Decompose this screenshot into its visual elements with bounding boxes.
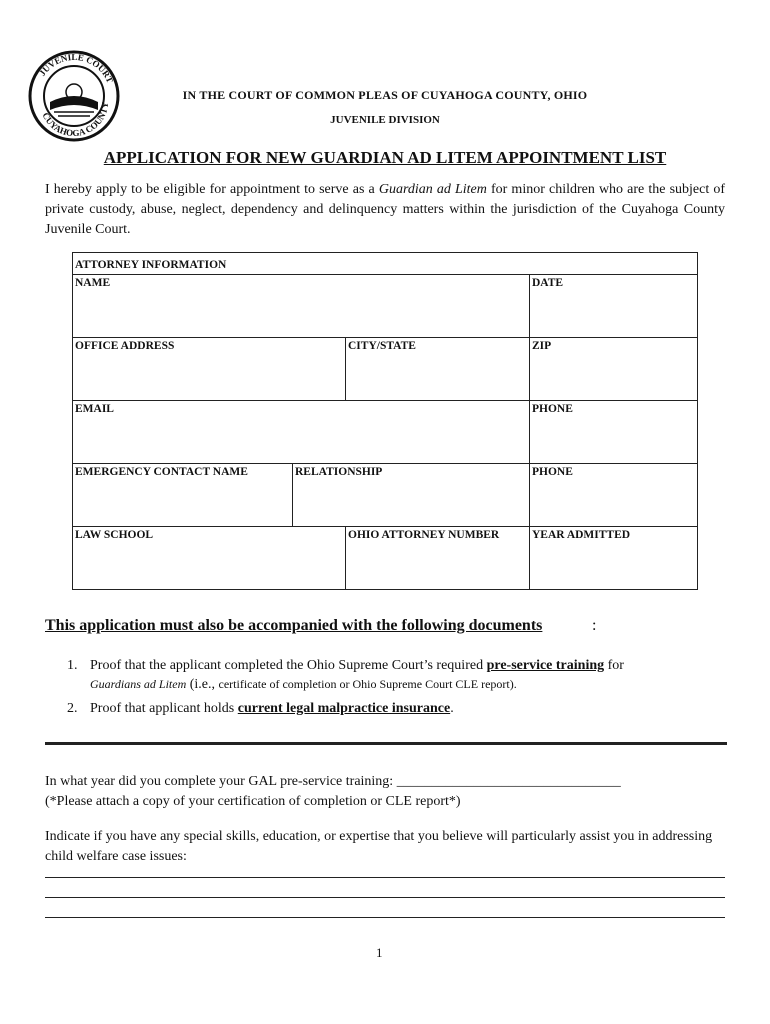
email-label: EMAIL: [75, 403, 114, 415]
city-state-label: CITY/STATE: [348, 340, 416, 352]
office-address-field[interactable]: [72, 337, 345, 400]
item-1-text: Proof that the applicant completed the Ohio Supreme Court’s required: [90, 658, 487, 673]
documents-heading-colon: :: [592, 617, 597, 634]
law-school-field[interactable]: [72, 526, 345, 590]
item-1-ie: (i.e.,: [186, 677, 219, 692]
document-item-2-number: 2.: [67, 701, 78, 716]
section-divider: [45, 742, 727, 745]
zip-field[interactable]: [529, 337, 698, 400]
item-2-text-end: .: [450, 701, 454, 716]
svg-text:CUYAHOGA COUNTY: CUYAHOGA COUNTY: [40, 101, 111, 139]
emergency-contact-field[interactable]: [72, 463, 292, 526]
emergency-contact-label: EMERGENCY CONTACT NAME: [75, 466, 248, 478]
relationship-label: RELATIONSHIP: [295, 466, 383, 478]
training-year-question[interactable]: In what year did you complete your GAL pre-service training: ________________________________: [45, 774, 621, 789]
division-name: JUVENILE DIVISION: [330, 114, 440, 126]
phone-field[interactable]: [529, 400, 698, 463]
pre-service-training-link: pre-service training: [486, 658, 605, 673]
ohio-attorney-number-label: OHIO ATTORNEY NUMBER: [348, 529, 500, 541]
emergency-phone-label: PHONE: [532, 466, 573, 478]
document-item-1: [90, 658, 690, 674]
document-item-2: [90, 701, 690, 717]
item-1-text-end: for: [604, 658, 624, 673]
intro-paragraph: [45, 180, 725, 240]
city-state-field[interactable]: [345, 337, 530, 400]
law-school-label: LAW SCHOOL: [75, 529, 154, 541]
name-field[interactable]: [72, 274, 530, 337]
office-address-label: OFFICE ADDRESS: [75, 340, 175, 352]
answer-line-1[interactable]: [45, 877, 725, 878]
date-field[interactable]: [529, 274, 698, 337]
phone-label: PHONE: [532, 403, 573, 415]
form-header: ATTORNEY INFORMATION: [75, 259, 227, 271]
court-name: IN THE COURT OF COMMON PLEAS OF CUYAHOGA COUNTY, OHIO: [182, 88, 588, 102]
zip-label: ZIP: [532, 340, 552, 352]
page-number: 1: [376, 945, 383, 960]
item-1-note: certificate of completion or Ohio Supreme Court CLE report).: [218, 677, 517, 691]
email-field[interactable]: [72, 400, 530, 463]
intro-emphasis: Guardian ad Litem: [378, 182, 487, 197]
attorney-information-form: [72, 252, 698, 590]
emergency-phone-field[interactable]: [529, 463, 698, 526]
answer-line-3[interactable]: [45, 917, 725, 918]
document-item-1-line2: [90, 677, 517, 693]
documents-heading: This application must also be accompanied with the following documents: [45, 617, 543, 634]
special-skills-question: Indicate if you have any special skills, education, or expertise that you believe will particularly assist you in addressing child welfare case issues:: [45, 829, 713, 864]
intro-text-start: I hereby apply to be eligible for appointment to serve as a: [45, 182, 379, 197]
date-label: DATE: [532, 277, 564, 289]
svg-text:JUVENILE COURT: JUVENILE COURT: [37, 51, 116, 85]
name-label: NAME: [75, 277, 111, 289]
year-admitted-label: YEAR ADMITTED: [532, 529, 631, 541]
document-item-1-number: 1.: [67, 658, 78, 673]
year-admitted-field[interactable]: [529, 526, 698, 590]
item-1-emphasis: Guardians ad Litem: [90, 677, 187, 691]
page-title: APPLICATION FOR NEW GUARDIAN AD LITEM APPOINTMENT LIST: [103, 148, 667, 167]
relationship-field[interactable]: [292, 463, 530, 526]
answer-line-2[interactable]: [45, 897, 725, 898]
court-seal: [28, 50, 120, 142]
intro-text-end: for minor children who are the subject of private custody, abuse, neglect, dependency and delinquency matters within the jurisdiction of the Cuyahoga County Juvenile Court.: [45, 182, 725, 237]
malpractice-insurance-link: current legal malpractice insurance: [237, 701, 451, 716]
item-2-text: Proof that applicant holds: [90, 701, 238, 716]
training-year-note: (*Please attach a copy of your certification of completion or CLE report*): [45, 794, 461, 809]
ohio-attorney-number-field[interactable]: [345, 526, 530, 590]
